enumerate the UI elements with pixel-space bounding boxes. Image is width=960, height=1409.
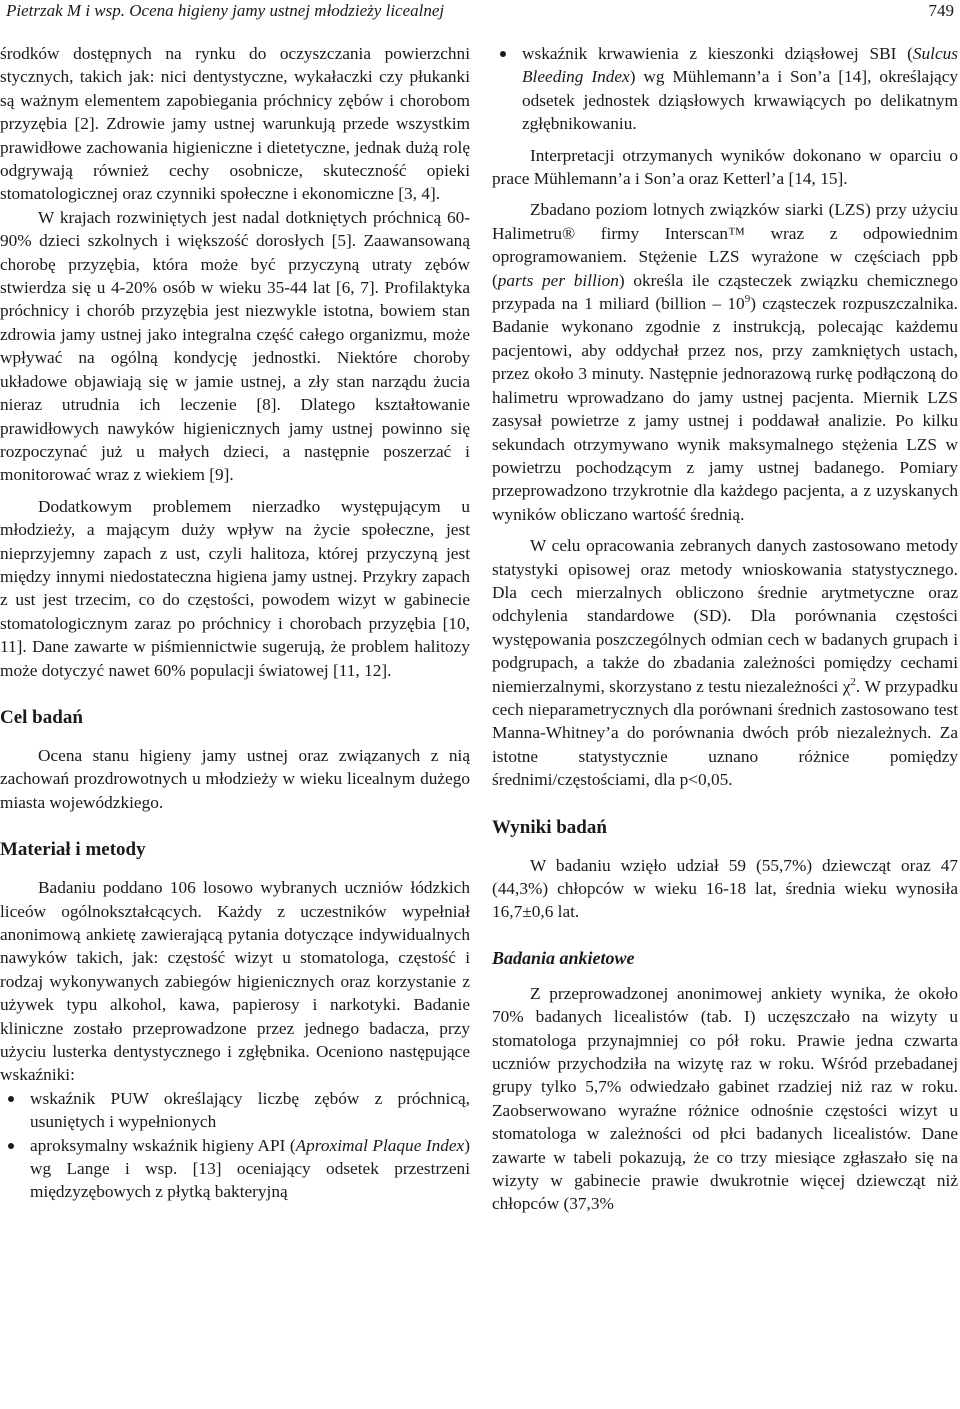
section-heading-aim: Cel badań [0,706,83,728]
bullet-icon [8,1096,14,1102]
paragraph: Interpretacji otrzymanych wyników dokonano w oparciu o prace Mühlemann’a i Son’a oraz Ketterl’a [14, 15]. [492,145,958,189]
indicator-list-continued [492,42,958,136]
running-header [6,0,954,26]
paragraph: środków dostępnych na rynku do oczyszczania powierzchni stycznych, takich jak: nici dentystyczne, wykałaczki czy płukanki są ważnym elementem zapobiegania próchnicy zębów i chorobom przyzębia [2]. Zdrowie jamy ustnej warunkują przede wszystkim prawidłowe zachowania higieniczne i dietetyczne, jednak dużą rolę odgrywają również cechy osobnicze, skuteczność opieki stomatologicznej oraz czynniki społeczne i ekonomiczne [3, 4]. [0,44,470,204]
bullet-icon [500,51,506,57]
paragraph: W krajach rozwiniętych jest nadal dotkniętych próchnicą 60-90% dzieci szkolnych i większość dorosłych [5]. Zaawansowaną chorobę przyzębia, która może być przyczyną utraty zębów stwierdza się u 4-20% osób w wieku 35-44 lat [6, 7]. Profilaktyka próchnicy i chorób przyzębia jest niezwykle istotna, bowiem stan zdrowia jamy ustnej jako integralna część całego organizmu, może wpływać na ogólną kondycję jednostki. Niektóre choroby układowe objawiają się w jamie ustnej, a zły stan narządu żucia nieraz utrudnia ich leczenie [8]. Dlatego kształtowanie prawidłowych nawyków higienicznych jamy ustnej powinno się rozpoczynać już u małych dzieci, a następnie poszerzać i monitorować wraz z wiekiem [9]. [0,207,470,485]
list-item: aproksymalny wskaźnik higieny API (Aproximal Plaque Index) wg Lange i wsp. [13] oceniający odsetek przestrzeni międzyzębowych z płytką bakteryjną [0,1134,470,1204]
section-heading-results: Wyniki badań [492,816,607,838]
list-item: wskaźnik PUW określający liczbę zębów z próchnicą, usuniętych i wypełnionych [0,1087,470,1134]
paragraph: Zbadano poziom lotnych związków siarki (LZS) przy użyciu Halimetru® firmy Interscan™ wraz z odpowiednim oprogramowaniem. Stężenie LZS wyrażone w częściach ppb (parts per billion) określa ile cząsteczek związku chemicznego przypada na 1 miliard (billion – $10^9$) cząsteczek rozpuszczalnika. Badanie wykonano zgodnie z instrukcją, polecając każdemu pacjentowi, aby oddychał przez nos, przy zamkniętych ustach, przez około 3 minuty. Następnie jednorazową rurkę podłączoną do halimetru wprowadzano do jamy ustnej pacjenta. Miernik LZS zasysał powietrze z jamy ustnej i poddawał analizie. Po kilku sekundach otrzymywano wynik maksymalnego stężenia LZS w powietrzu pochodzącym z jamy ustnej badanego. Pomiary przeprowadzono trzykrotnie dla każdego pacjenta, a z uzyskanych wyników obliczano wartość średnią. [492,200,959,524]
bullet-icon [8,1143,14,1149]
subsection-heading-survey: Badania ankietowe [492,947,635,968]
indicator-list [0,1087,470,1204]
right-column [492,42,958,1216]
paragraph: Z przeprowadzonej anonimowej ankiety wynika, że około 70% badanych licealistów (tab. I) uczęszczało na wizyty u stomatologa przynajmniej co pół roku. Prawie jedna czwarta uczniów przychodziła na wizytę raz w roku. Wśród przebadanej grupy tylko 5,7% odwiedzało gabinet rzadziej niż raz w roku. Zaobserwowano wyraźne różnice odnośnie częstości wizyt u stomatologa w zależności od płci badanych licealistów. Dane zawarte w tabeli pokazują, że co trzy miesiące zgłaszało się na wizyty w gabinecie prawie dwukrotnie więcej dziewcząt niż chłopców (37,3% [492,983,958,1214]
section-heading-methods: Materiał i metody [0,839,146,861]
header-title: Pietrzak M i wsp. Ocena higieny jamy ustnej młodzieży licealnej [6,1,445,20]
paragraph: Ocena stanu higieny jamy ustnej oraz związanych z nią zachowań prozdrowotnych u młodzieży w wieku licealnym dużego miasta wojewódzkiego. [0,745,470,812]
paragraph: Dodatkowym problemem nierzadko występującym u młodzieży, a mającym duży wpływ na życie społeczne, jest nieprzyjemny zapach z ust, czyli halitoza, której przyczyną jest między innymi niedostateczna higiena jamy ustnej. Przykry zapach z ust jest trzecim, co do częstości, powodem wizyt w gabinecie stomatologicznym zaraz po próchnicy i chorobach przyzębia [10, 11]. Dane zawarte w piśmiennictwie sugerują, że problem halitozy może dotyczyć nawet 60% populacji światowej [11, 12]. [0,496,470,680]
page-number: 749 [928,1,954,20]
paragraph: Badaniu poddano 106 losowo wybranych uczniów łódzkich liceów ogólnokształcących. Każdy z uczestników wypełniał anonimową ankietę zawierającą pytania dotyczące indywidualnych nawyków takich, jak: częstość wizyt u stomatologa, częstość i rodzaj wykonywanych zabiegów higienicznych oraz korzystanie z używek typu alkohol, kawa, papierosy i narkotyki. Badanie kliniczne zostało przeprowadzone przez jednego badacza, przy użyciu lusterka dentystycznego i zgłębnika. Oceniono następujące wskaźniki: [0,878,470,1085]
paragraph: W badaniu wzięło udział 59 (55,7%) dziewcząt oraz 47 (44,3%) chłopców w wieku 16-18 lat, średnia wieku wynosiła 16,7±0,6 lat. [492,855,958,922]
paragraph: W celu opracowania zebranych danych zastosowano metody statystyki opisowej oraz metody wnioskowania statystycznego. Dla cech mierzalnych obliczono średnie arytmetyczne oraz odchylenia standardowe (SD). Dla porównania częstości występowania poszczególnych odmian cech w badanych grupach i podgrupach, a także do zbadania zależności pomiędzy cechami niemierzalnymi, skorzystano z testu niezależności $\chi^2$. W przypadku cech nieparametrycznych dla porównani średnich zastosowano test Manna-Whitney’a do porównania dwóch prób niezależnych. Za istotne statystycznie uznano różnice pomiędzy średnimi/częstościami, dla p<0,05. [492,536,958,790]
list-item: wskaźnik krwawienia z kieszonki dziąsłowej SBI (Sulcus Bleeding Index) wg Mühlemann’a i Son’a [14], określający odsetek jednostek dziąsłowych krwawiących po delikatnym zgłębnikowaniu. [492,42,958,136]
left-column [0,42,470,1204]
